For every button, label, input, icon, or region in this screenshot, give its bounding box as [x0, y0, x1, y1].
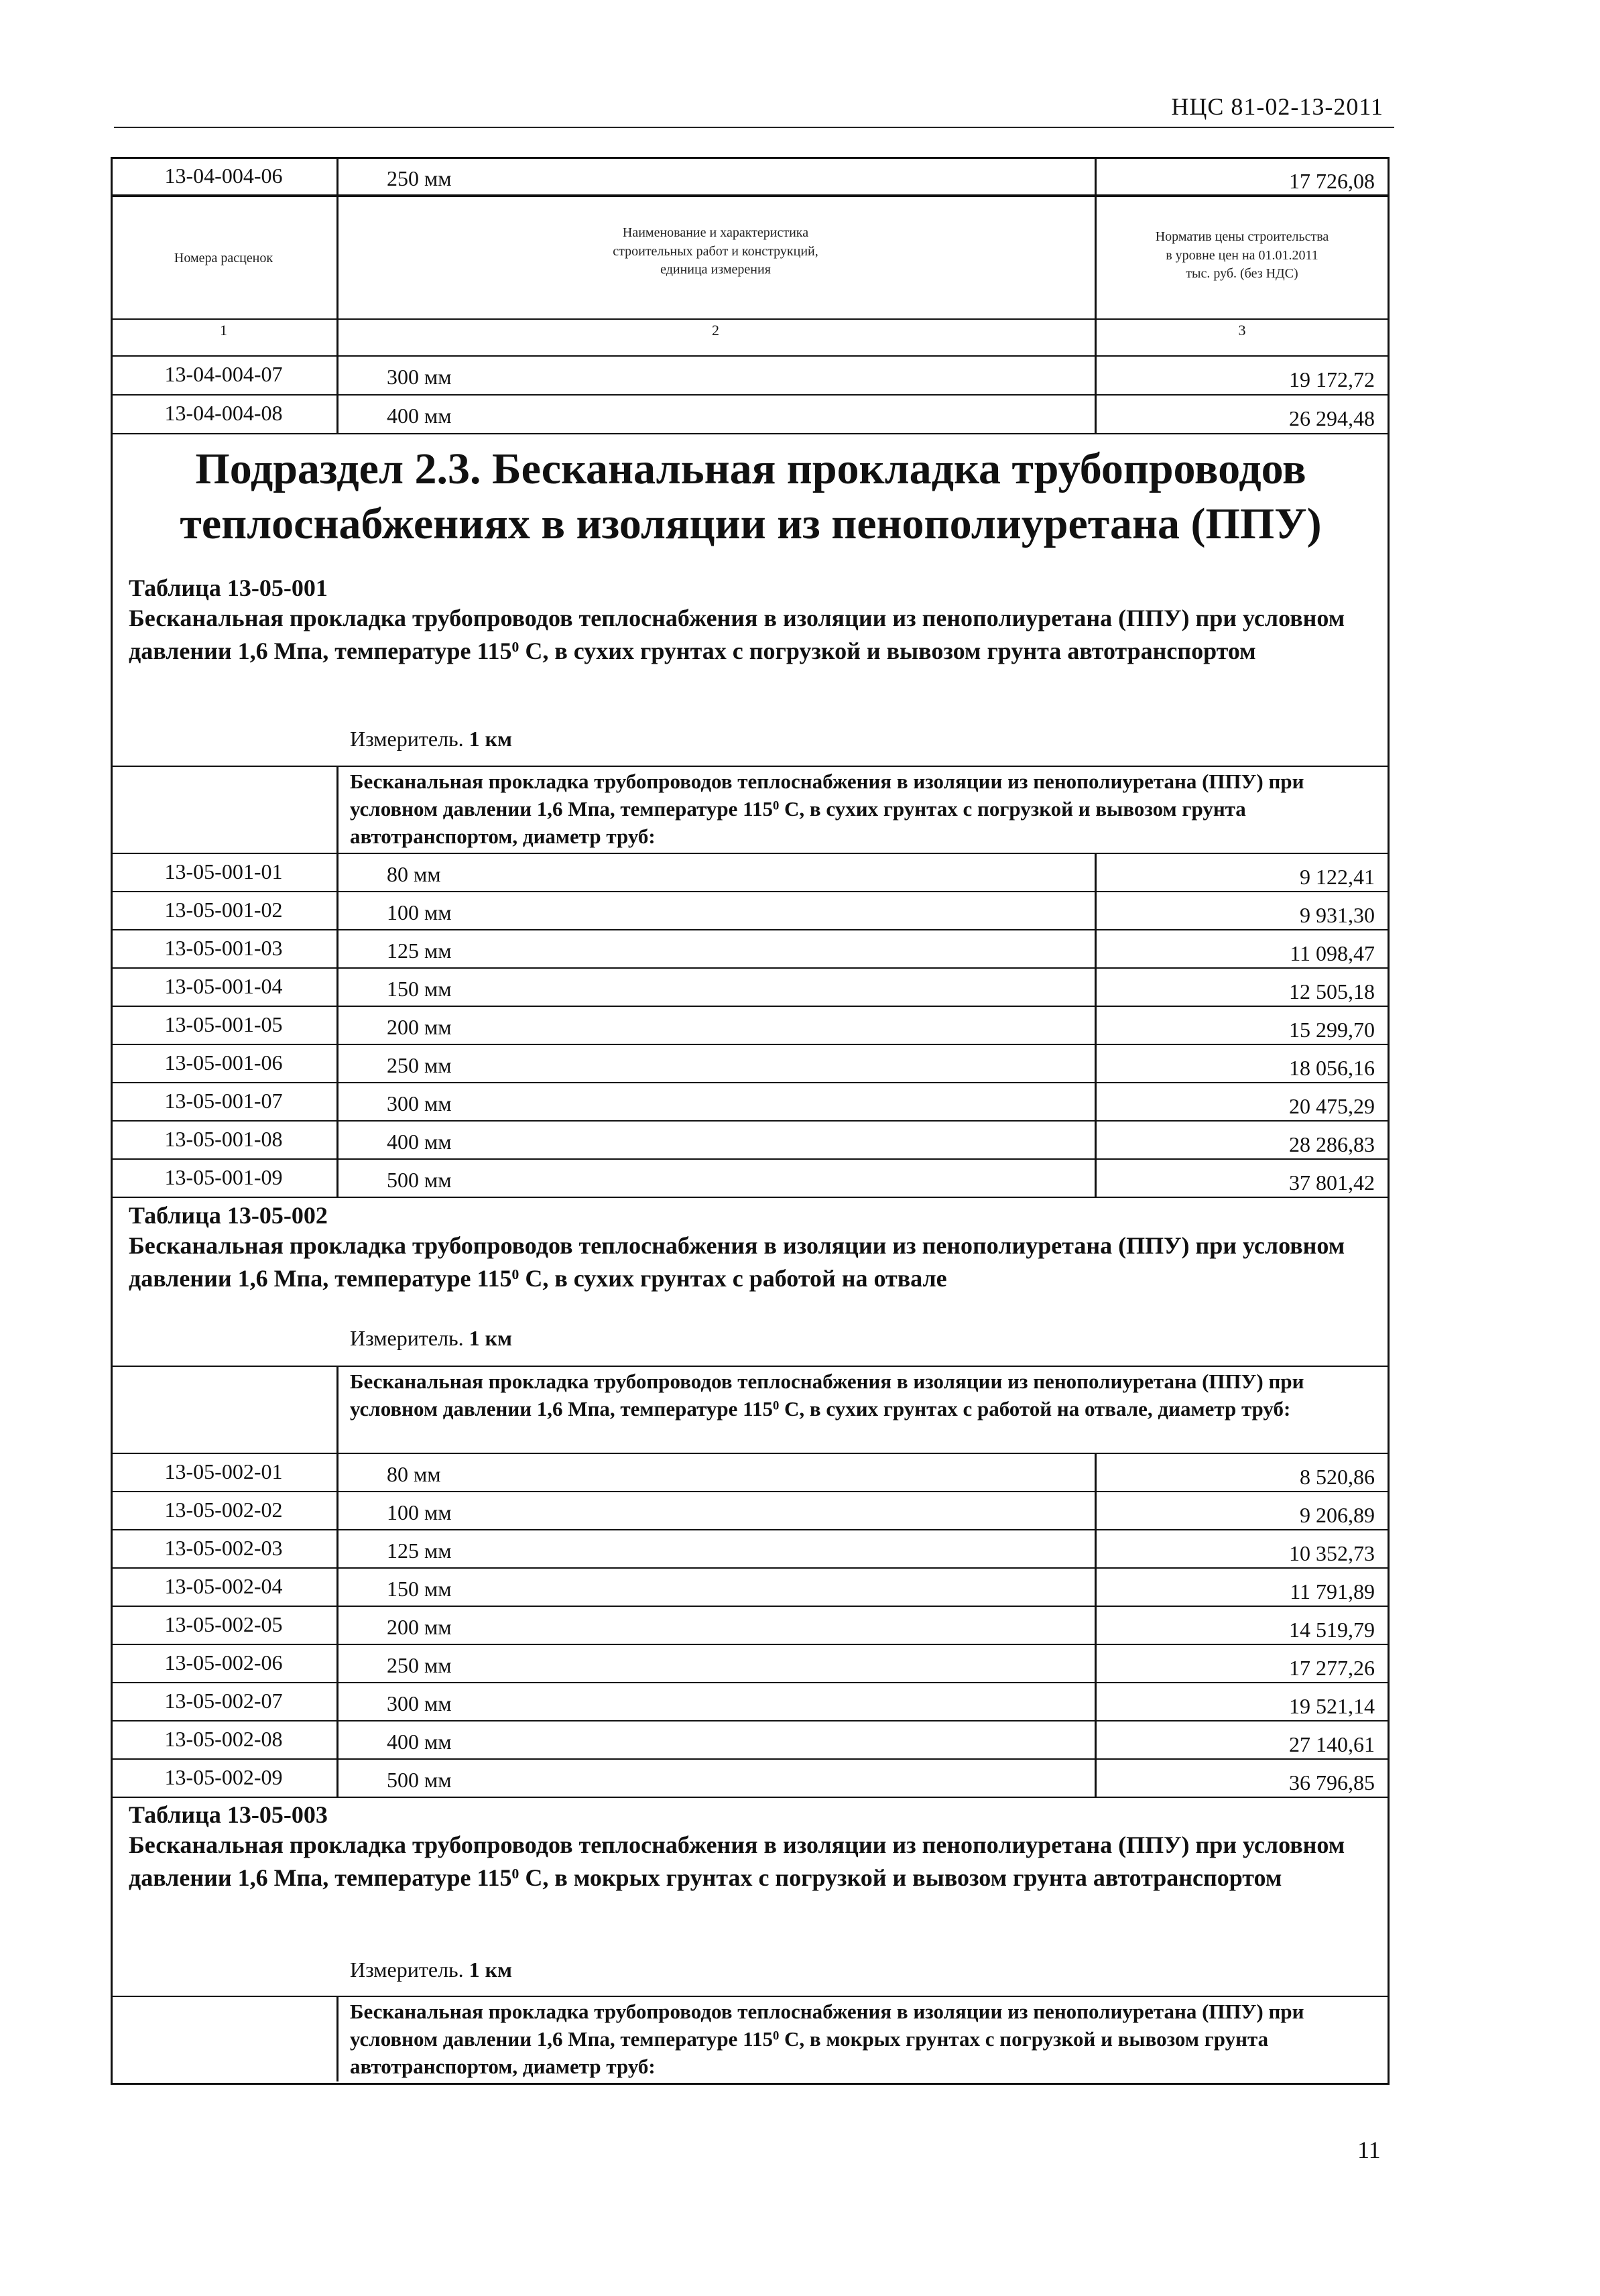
table-rule	[111, 1606, 1390, 1607]
table-rule	[111, 1044, 1390, 1045]
work-name: 100 мм	[387, 900, 452, 924]
work-name: 80 мм	[387, 862, 441, 886]
rate-code: 13-04-004-08	[164, 401, 283, 425]
rate-code: 13-05-002-08	[164, 1727, 283, 1751]
column-rule	[336, 157, 339, 196]
rate-code: 13-05-001-02	[164, 898, 283, 922]
column-rule	[336, 1366, 339, 1453]
table-rule	[111, 967, 1390, 969]
work-name: 300 мм	[387, 1091, 452, 1115]
rate-code: 13-05-001-04	[164, 974, 283, 998]
work-name: 100 мм	[387, 1500, 452, 1524]
table-rule	[111, 1453, 1390, 1454]
description-text-tail: С, в сухих грунтах с работой на отвале	[519, 1264, 947, 1292]
norm-value: 37 801,42	[1289, 1170, 1375, 1195]
norm-value: 12 505,18	[1289, 979, 1375, 1004]
work-name: 400 мм	[387, 1730, 452, 1754]
header-rule	[114, 127, 1394, 128]
norm-value: 11 098,47	[1290, 941, 1375, 965]
column-rule	[336, 853, 339, 1197]
table-description	[129, 1229, 1389, 1294]
table-caption	[350, 1368, 1388, 1423]
norm-value: 18 056,16	[1289, 1056, 1375, 1080]
table-rule	[111, 1082, 1390, 1083]
column-rule	[1095, 355, 1097, 433]
column-rule	[336, 1996, 339, 2081]
table-rule	[111, 194, 1390, 196]
table-rule	[111, 1682, 1390, 1683]
header-line: тыс. руб. (без НДС)	[1186, 266, 1298, 282]
work-name: 80 мм	[387, 1462, 441, 1486]
table-rule	[111, 929, 1390, 930]
table-rule	[111, 1006, 1390, 1007]
rate-code: 13-05-002-01	[164, 1459, 283, 1484]
table-rule	[111, 157, 1390, 158]
work-name: 150 мм	[387, 977, 452, 1001]
norm-value: 36 796,85	[1289, 1770, 1375, 1795]
rate-code: 13-05-002-07	[164, 1689, 283, 1713]
work-name: 250 мм	[387, 166, 452, 190]
work-name: 250 мм	[387, 1653, 452, 1677]
table-rule	[111, 1120, 1390, 1122]
header-line: Норматив цены строительства	[1155, 229, 1329, 244]
header-line: единица измерения	[660, 262, 771, 278]
measure-label: Измеритель.	[350, 1326, 464, 1350]
norm-value: 17 726,08	[1289, 169, 1375, 193]
column-number: 1	[220, 322, 227, 339]
norm-value: 27 140,61	[1289, 1732, 1375, 1756]
caption-text-tail: С, в сухих грунтах с погрузкой и вывозом грунта автотранспортом, диаметр труб:	[350, 797, 1246, 849]
description-text: Бесканальная прокладка трубопроводов теплоснабжения в изоляции из пенополиуретана (ППУ) при условном давлении 1,6 Мпа, температуре 115	[129, 1831, 1345, 1891]
caption-text: Бесканальная прокладка трубопроводов теплоснабжения в изоляции из пенополиуретана (ППУ) при условном давлении 1,6 Мпа, температуре 115	[350, 770, 1304, 821]
subsection-title: Подраздел 2.3. Бесканальная прокладка трубопроводов	[195, 444, 1306, 493]
work-name: 125 мм	[387, 1538, 452, 1563]
norm-value: 8 520,86	[1300, 1465, 1375, 1489]
header-col-norm	[1095, 228, 1390, 284]
norm-value: 26 294,48	[1289, 406, 1375, 430]
work-name: 400 мм	[387, 1130, 452, 1154]
table-rule	[111, 1644, 1390, 1645]
degree-superscript: 0	[511, 1865, 519, 1882]
table-rule	[111, 1797, 1390, 1798]
column-rule	[1095, 157, 1097, 196]
table-rule	[111, 1529, 1390, 1530]
table-title: Таблица 13-05-002	[129, 1202, 328, 1229]
header-col-codes: Номера расценок	[174, 251, 273, 265]
rate-code: 13-04-004-07	[164, 362, 283, 386]
table-description	[129, 1829, 1389, 1894]
description-text: Бесканальная прокладка трубопроводов теплоснабжения в изоляции из пенополиуретана (ППУ) при условном давлении 1,6 Мпа, температуре 115	[129, 1232, 1345, 1292]
norm-value: 17 277,26	[1289, 1656, 1375, 1680]
table-rule	[111, 1366, 1390, 1367]
column-number: 3	[1238, 322, 1246, 339]
caption-text-tail: С, в мокрых грунтах с погрузкой и вывозом грунта автотранспортом, диаметр труб:	[350, 2027, 1269, 2079]
norm-value: 19 521,14	[1289, 1694, 1375, 1718]
column-rule	[1095, 853, 1097, 1197]
measure-value: 1 км	[469, 1957, 512, 1982]
norm-value: 9 206,89	[1300, 1503, 1375, 1527]
description-text-tail: С, в мокрых грунтах с погрузкой и вывозом грунта автотранспортом	[519, 1864, 1282, 1891]
norm-value: 19 172,72	[1289, 367, 1375, 391]
column-rule	[1095, 1453, 1097, 1797]
column-number: 2	[712, 322, 719, 339]
norm-value: 14 519,79	[1289, 1618, 1375, 1642]
column-rule	[336, 355, 339, 433]
work-name: 400 мм	[387, 404, 452, 428]
table-title: Таблица 13-05-001	[129, 575, 328, 601]
table-rule	[111, 853, 1390, 854]
rate-code: 13-05-002-06	[164, 1650, 283, 1675]
rate-code: 13-05-001-06	[164, 1050, 283, 1075]
norm-value: 15 299,70	[1289, 1018, 1375, 1042]
degree-superscript: 0	[772, 798, 780, 813]
document-code: НЦС 81-02-13-2011	[1171, 93, 1383, 120]
caption-text-tail: С, в сухих грунтах с работой на отвале, диаметр труб:	[779, 1397, 1291, 1421]
caption-text: Бесканальная прокладка трубопроводов теплоснабжения в изоляции из пенополиуретана (ППУ) при условном давлении 1,6 Мпа, температуре 115	[350, 2000, 1304, 2051]
table-rule	[111, 1567, 1390, 1569]
table-rule	[111, 355, 1390, 357]
column-rule	[336, 318, 339, 355]
column-rule	[336, 766, 339, 853]
table-rule	[111, 1197, 1390, 1198]
table-rule	[111, 196, 1390, 197]
rate-code: 13-05-002-03	[164, 1536, 283, 1560]
rate-code: 13-05-001-08	[164, 1127, 283, 1151]
column-rule	[336, 1453, 339, 1797]
header-line: Наименование и характеристика	[622, 225, 809, 240]
column-rule	[1095, 318, 1097, 355]
header-col-name	[336, 224, 1095, 280]
rate-code: 13-05-001-05	[164, 1012, 283, 1036]
page-number: 11	[1357, 2136, 1381, 2163]
norm-value: 20 475,29	[1289, 1094, 1375, 1118]
table-rule	[111, 766, 1390, 767]
norm-value: 9 931,30	[1300, 903, 1375, 927]
table-title: Таблица 13-05-003	[129, 1801, 328, 1828]
table-description	[129, 602, 1389, 667]
measure-value: 1 км	[469, 1326, 512, 1350]
work-name: 125 мм	[387, 939, 452, 963]
norm-value: 9 122,41	[1300, 865, 1375, 889]
degree-superscript: 0	[511, 638, 519, 655]
table-rule	[111, 1758, 1390, 1760]
table-rule	[111, 1720, 1390, 1721]
work-name: 200 мм	[387, 1615, 452, 1639]
work-name: 250 мм	[387, 1053, 452, 1077]
norm-value: 28 286,83	[1289, 1132, 1375, 1156]
rate-code: 13-05-002-09	[164, 1765, 283, 1789]
subsection-title: теплоснабжениях в изоляции из пенополиуретана (ППУ)	[180, 499, 1322, 548]
table-rule	[111, 318, 1390, 320]
work-name: 200 мм	[387, 1015, 452, 1039]
degree-superscript: 0	[772, 1398, 780, 1413]
work-name: 500 мм	[387, 1168, 452, 1192]
work-name: 300 мм	[387, 1691, 452, 1715]
rate-code: 13-05-002-05	[164, 1612, 283, 1636]
measure-unit	[350, 727, 512, 751]
measure-value: 1 км	[469, 727, 512, 751]
table-rule	[111, 394, 1390, 396]
rate-code: 13-05-001-03	[164, 936, 283, 960]
header-line: строительных работ и конструкций,	[613, 243, 818, 259]
description-text: Бесканальная прокладка трубопроводов теплоснабжения в изоляции из пенополиуретана (ППУ) при условном давлении 1,6 Мпа, температуре 115	[129, 605, 1345, 664]
table-caption	[350, 768, 1388, 851]
rate-code: 13-05-002-02	[164, 1498, 283, 1522]
description-text-tail: С, в сухих грунтах с погрузкой и вывозом грунта автотранспортом	[519, 637, 1256, 664]
rate-code: 13-05-001-01	[164, 859, 283, 884]
table-rule	[111, 433, 1390, 434]
table-rule	[111, 1996, 1390, 1997]
rate-code: 13-05-001-07	[164, 1089, 283, 1113]
table-rule	[111, 891, 1390, 892]
degree-superscript: 0	[772, 2029, 780, 2043]
norm-value: 11 791,89	[1290, 1579, 1375, 1604]
norm-value: 10 352,73	[1289, 1541, 1375, 1565]
rate-code: 13-05-002-04	[164, 1574, 283, 1598]
measure-unit	[350, 1326, 512, 1351]
measure-label: Измеритель.	[350, 727, 464, 751]
table-rule	[111, 1158, 1390, 1160]
work-name: 300 мм	[387, 365, 452, 389]
rate-code: 13-05-001-09	[164, 1165, 283, 1189]
rate-code: 13-04-004-06	[164, 164, 283, 188]
measure-unit	[350, 1957, 512, 1982]
work-name: 500 мм	[387, 1768, 452, 1792]
measure-label: Измеритель.	[350, 1957, 464, 1982]
table-caption	[350, 1998, 1388, 2081]
work-name: 150 мм	[387, 1577, 452, 1601]
header-line: в уровне цен на 01.01.2011	[1166, 247, 1318, 263]
caption-text: Бесканальная прокладка трубопроводов теплоснабжения в изоляции из пенополиуретана (ППУ) при условном давлении 1,6 Мпа, температуре 115	[350, 1370, 1304, 1421]
table-rule	[111, 1491, 1390, 1492]
degree-superscript: 0	[511, 1266, 519, 1282]
